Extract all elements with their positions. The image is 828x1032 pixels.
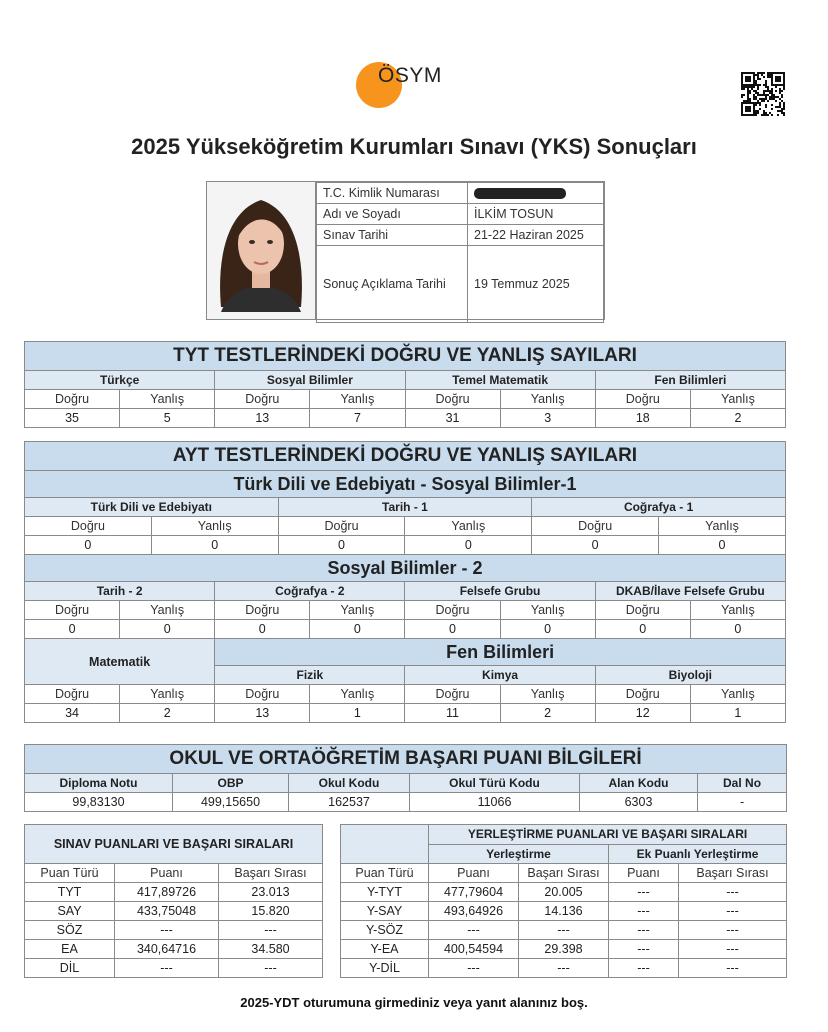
placement-row (341, 921, 787, 940)
score-row (25, 902, 323, 921)
osym-logo-text: ÖSYM (378, 64, 442, 87)
correct-label: Doğru (595, 685, 690, 704)
wrong-label: Yanlış (690, 390, 785, 409)
placement-rank: 20.005 (519, 883, 609, 902)
score-header: Puanı (115, 864, 219, 883)
wrong-count: 0 (690, 620, 785, 639)
exam-scores-title: SINAV PUANLARI VE BAŞARI SIRALARI (25, 825, 323, 864)
wrong-label: Yanlış (659, 517, 786, 536)
wrong-count: 1 (310, 704, 405, 723)
obp-header: OBP (173, 774, 289, 793)
placement-rank: --- (519, 921, 609, 940)
extra-placement-group-header: Ek Puanlı Yerleştirme (609, 844, 787, 864)
ayt-subject-header: Coğrafya - 2 (215, 582, 405, 601)
wrong-count: 2 (500, 704, 595, 723)
placement-row (341, 940, 787, 959)
correct-label: Doğru (595, 601, 690, 620)
score-row (25, 940, 323, 959)
placement-score: 400,54594 (429, 940, 519, 959)
tyt-title: TYT TESTLERİNDEKİ DOĞRU VE YANLIŞ SAYILARI (25, 342, 786, 371)
ayt-subject-header: Biyoloji (595, 666, 785, 685)
score-rank: 15.820 (219, 902, 323, 921)
score-type: DİL (25, 959, 115, 978)
info-label: T.C. Kimlik Numarası (317, 183, 468, 204)
ayt-subject-header: Tarih - 2 (25, 582, 215, 601)
correct-count: 0 (405, 620, 500, 639)
placement-rank: --- (519, 959, 609, 978)
correct-label: Doğru (215, 390, 310, 409)
score-rank: 34.580 (219, 940, 323, 959)
placement-score: --- (429, 921, 519, 940)
tyt-subject-header: Sosyal Bilimler (215, 371, 405, 390)
correct-count: 18 (595, 409, 690, 428)
ydt-footer-note: 2025-YDT oturumuna girmediniz veya yanıt alanınız boş. (240, 995, 588, 1010)
correct-count: 12 (595, 704, 690, 723)
info-row-tc (317, 183, 604, 204)
extra-score: --- (609, 959, 679, 978)
score-value: 340,64716 (115, 940, 219, 959)
correct-count: 0 (595, 620, 690, 639)
exam-scores-table (24, 824, 323, 978)
correct-label: Doğru (405, 685, 500, 704)
extra-score: --- (609, 940, 679, 959)
wrong-count: 0 (405, 536, 532, 555)
wrong-count: 7 (310, 409, 405, 428)
info-label: Sınav Tarihi (317, 225, 468, 246)
tyt-subject-header: Temel Matematik (405, 371, 595, 390)
obp-header: Okul Türü Kodu (410, 774, 580, 793)
correct-count: 35 (25, 409, 120, 428)
correct-count: 13 (215, 704, 310, 723)
wrong-label: Yanlış (500, 390, 595, 409)
placement-type: Y-SAY (341, 902, 429, 921)
placement-type: Y-DİL (341, 959, 429, 978)
correct-count: 34 (25, 704, 120, 723)
page-title: 2025 Yükseköğretim Kurumları Sınavı (YKS) Sonuçları (131, 134, 697, 159)
score-header: Başarı Sırası (219, 864, 323, 883)
correct-count: 0 (25, 620, 120, 639)
score-row (25, 959, 323, 978)
info-row-name (317, 204, 604, 225)
placement-header: Başarı Sırası (679, 864, 787, 883)
placement-type: Y-TYT (341, 883, 429, 902)
extra-rank: --- (679, 940, 787, 959)
score-value: --- (115, 959, 219, 978)
score-row (25, 883, 323, 902)
placement-header: Puanı (429, 864, 519, 883)
wrong-count: 2 (120, 704, 215, 723)
correct-count: 11 (405, 704, 500, 723)
info-label: Adı ve Soyadı (317, 204, 468, 225)
score-row (25, 921, 323, 940)
ayt-subject-header: Türk Dili ve Edebiyatı (25, 498, 279, 517)
correct-count: 0 (278, 536, 405, 555)
obp-table (24, 744, 787, 812)
correct-label: Doğru (532, 517, 659, 536)
extra-score: --- (609, 902, 679, 921)
wrong-count: 0 (310, 620, 405, 639)
ayt-subject-header: Fizik (215, 666, 405, 685)
tc-number-redacted (468, 183, 604, 204)
candidate-info-box (206, 181, 605, 320)
tyt-table (24, 341, 786, 428)
correct-count: 13 (215, 409, 310, 428)
tyt-subject-header: Türkçe (25, 371, 215, 390)
wrong-label: Yanlış (120, 390, 215, 409)
wrong-label: Yanlış (120, 685, 215, 704)
science-title: Fen Bilimleri (215, 639, 786, 666)
ayt-group2-title: Sosyal Bilimler - 2 (25, 555, 786, 582)
correct-label: Doğru (215, 601, 310, 620)
wrong-label: Yanlış (690, 685, 785, 704)
correct-count: 0 (532, 536, 659, 555)
wrong-count: 1 (690, 704, 785, 723)
placement-header: Puan Türü (341, 864, 429, 883)
ayt-title: AYT TESTLERİNDEKİ DOĞRU VE YANLIŞ SAYILARI (25, 442, 786, 471)
qr-code-icon (741, 72, 785, 116)
wrong-count: 5 (120, 409, 215, 428)
info-row-exam-date (317, 225, 604, 246)
score-rank: --- (219, 959, 323, 978)
placement-type: Y-SÖZ (341, 921, 429, 940)
school-code: 162537 (289, 793, 410, 812)
extra-score: --- (609, 883, 679, 902)
score-value: 417,89726 (115, 883, 219, 902)
placement-row (341, 902, 787, 921)
wrong-count: 0 (659, 536, 786, 555)
wrong-label: Yanlış (690, 601, 785, 620)
obp-value: 499,15650 (173, 793, 289, 812)
field-code: 6303 (580, 793, 698, 812)
candidate-photo (207, 182, 316, 319)
score-type: SÖZ (25, 921, 115, 940)
correct-count: 31 (405, 409, 500, 428)
wrong-label: Yanlış (310, 390, 405, 409)
ayt-table (24, 441, 786, 723)
extra-rank: --- (679, 959, 787, 978)
wrong-label: Yanlış (151, 517, 278, 536)
redaction-bar (474, 188, 566, 199)
obp-title: OKUL VE ORTAÖĞRETİM BAŞARI PUANI BİLGİLERİ (25, 745, 787, 774)
correct-label: Doğru (405, 390, 500, 409)
placement-score: 493,64926 (429, 902, 519, 921)
candidate-info-table (316, 182, 604, 323)
correct-label: Doğru (595, 390, 690, 409)
ayt-subject-header: DKAB/İlave Felsefe Grubu (595, 582, 785, 601)
wrong-label: Yanlış (500, 601, 595, 620)
correct-label: Doğru (278, 517, 405, 536)
osym-logo (356, 60, 476, 112)
placement-corner (341, 825, 429, 864)
wrong-count: 0 (500, 620, 595, 639)
wrong-count: 0 (120, 620, 215, 639)
ayt-subject-header: Kimya (405, 666, 595, 685)
placement-row (341, 883, 787, 902)
correct-count: 0 (215, 620, 310, 639)
correct-label: Doğru (25, 601, 120, 620)
correct-label: Doğru (25, 685, 120, 704)
wrong-label: Yanlış (310, 601, 405, 620)
info-label: Sonuç Açıklama Tarihi (317, 246, 468, 323)
score-rank: --- (219, 921, 323, 940)
score-type: EA (25, 940, 115, 959)
wrong-label: Yanlış (310, 685, 405, 704)
result-date: 19 Temmuz 2025 (468, 246, 604, 323)
correct-count: 0 (25, 536, 152, 555)
candidate-photo-image (207, 182, 315, 319)
ayt-subject-header: Coğrafya - 1 (532, 498, 786, 517)
correct-label: Doğru (25, 390, 120, 409)
placement-group-header: Yerleştirme (429, 844, 609, 864)
correct-label: Doğru (25, 517, 152, 536)
wrong-count: 2 (690, 409, 785, 428)
obp-header: Dal No (698, 774, 787, 793)
placement-type: Y-EA (341, 940, 429, 959)
correct-label: Doğru (215, 685, 310, 704)
ayt-subject-header: Tarih - 1 (278, 498, 532, 517)
info-row-result-date (317, 246, 604, 323)
tyt-subject-header: Fen Bilimleri (595, 371, 785, 390)
exam-date: 21-22 Haziran 2025 (468, 225, 604, 246)
placement-rank: 29.398 (519, 940, 609, 959)
extra-rank: --- (679, 921, 787, 940)
extra-rank: --- (679, 883, 787, 902)
placement-header: Başarı Sırası (519, 864, 609, 883)
placement-score: 477,79604 (429, 883, 519, 902)
ayt-subject-header: Felsefe Grubu (405, 582, 595, 601)
school-type-code: 11066 (410, 793, 580, 812)
branch-no: - (698, 793, 787, 812)
extra-score: --- (609, 921, 679, 940)
placement-score: --- (429, 959, 519, 978)
score-type: SAY (25, 902, 115, 921)
math-header: Matematik (25, 639, 215, 685)
score-type: TYT (25, 883, 115, 902)
obp-header: Diploma Notu (25, 774, 173, 793)
score-value: 433,75048 (115, 902, 219, 921)
placement-scores-table (340, 824, 787, 978)
obp-header: Alan Kodu (580, 774, 698, 793)
wrong-count: 3 (500, 409, 595, 428)
extra-rank: --- (679, 902, 787, 921)
placement-rank: 14.136 (519, 902, 609, 921)
obp-header: Okul Kodu (289, 774, 410, 793)
correct-label: Doğru (405, 601, 500, 620)
score-value: --- (115, 921, 219, 940)
placement-row (341, 959, 787, 978)
wrong-label: Yanlış (405, 517, 532, 536)
diploma-grade: 99,83130 (25, 793, 173, 812)
placement-title: YERLEŞTİRME PUANLARI VE BAŞARI SIRALARI (429, 825, 787, 845)
placement-header: Puanı (609, 864, 679, 883)
wrong-label: Yanlış (500, 685, 595, 704)
candidate-name: İLKİM TOSUN (468, 204, 604, 225)
wrong-count: 0 (151, 536, 278, 555)
ayt-group1-title: Türk Dili ve Edebiyatı - Sosyal Bilimler-1 (25, 471, 786, 498)
wrong-label: Yanlış (120, 601, 215, 620)
score-rank: 23.013 (219, 883, 323, 902)
score-header: Puan Türü (25, 864, 115, 883)
